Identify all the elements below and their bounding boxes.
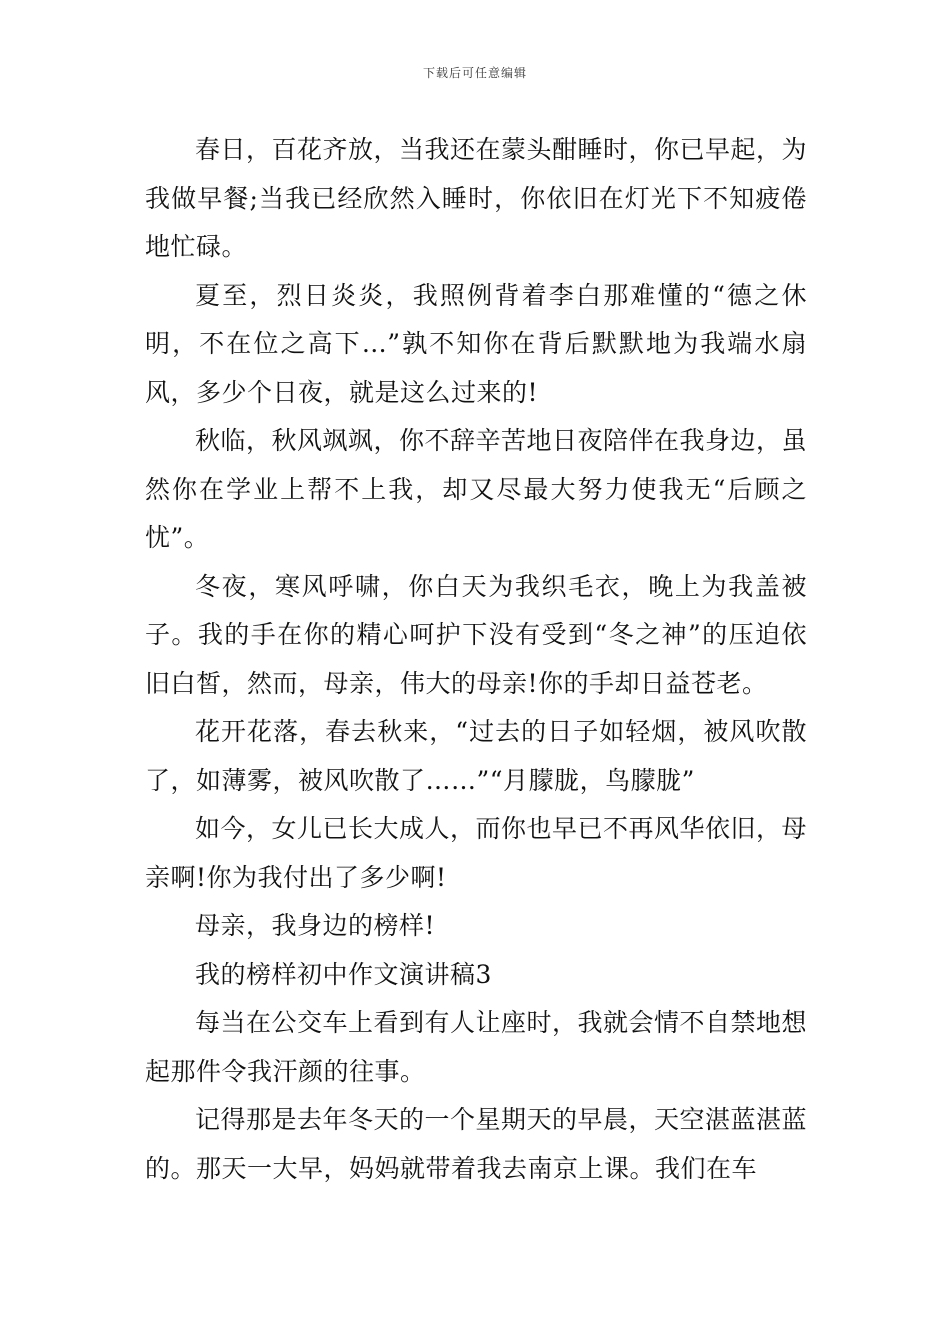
document-body	[145, 126, 807, 1193]
paragraph-bus: 每当在公交车上看到有人让座时，我就会情不自禁地想起那件令我汗颜的往事。	[145, 1008, 808, 1086]
paragraph-summer: 夏至，烈日炎炎，我照例背着李白那难懂的“德之休明，不在位之高下…”孰不知你在背后默默地为我端水扇风，多少个日夜，就是这么过来的!	[145, 280, 807, 407]
paragraph-closing: 母亲，我身边的榜样!	[195, 911, 436, 940]
paragraph-now: 如今，女儿已长大成人，而你也早已不再风华依旧，母亲啊!你为我付出了多少啊!	[145, 814, 808, 892]
paragraph-seasons: 花开花落，春去秋来，“过去的日子如轻烟，被风吹散了，如薄雾，被风吹散了……”“月朦胧，鸟朦胧”	[145, 717, 807, 795]
paragraph-winter: 冬夜，寒风呼啸，你白天为我织毛衣，晚上为我盖被子。我的手在你的精心呵护下没有受到“冬之神”的压迫依旧白皙，然而，母亲，伟大的母亲!你的手却日益苍老。	[145, 571, 807, 698]
paragraph-spring: 春日，百花齐放，当我还在蒙头酣睡时，你已早起，为我做早餐;当我已经欣然入睡时，你依旧在灯光下不知疲倦地忙碌。	[145, 135, 808, 261]
section-title: 我的榜样初中作文演讲稿3	[195, 959, 492, 989]
paragraph-autumn: 秋临，秋风飒飒，你不辞辛苦地日夜陪伴在我身边，虽然你在学业上帮不上我，却又尽最大努力使我无“后顾之忧”。	[145, 426, 808, 552]
page-header-note: 下载后可任意编辑	[422, 66, 527, 80]
paragraph-memory: 记得那是去年冬天的一个星期天的早晨，天空湛蓝湛蓝的。那天一大早，妈妈就带着我去南京上课。我们在车	[145, 1105, 808, 1183]
